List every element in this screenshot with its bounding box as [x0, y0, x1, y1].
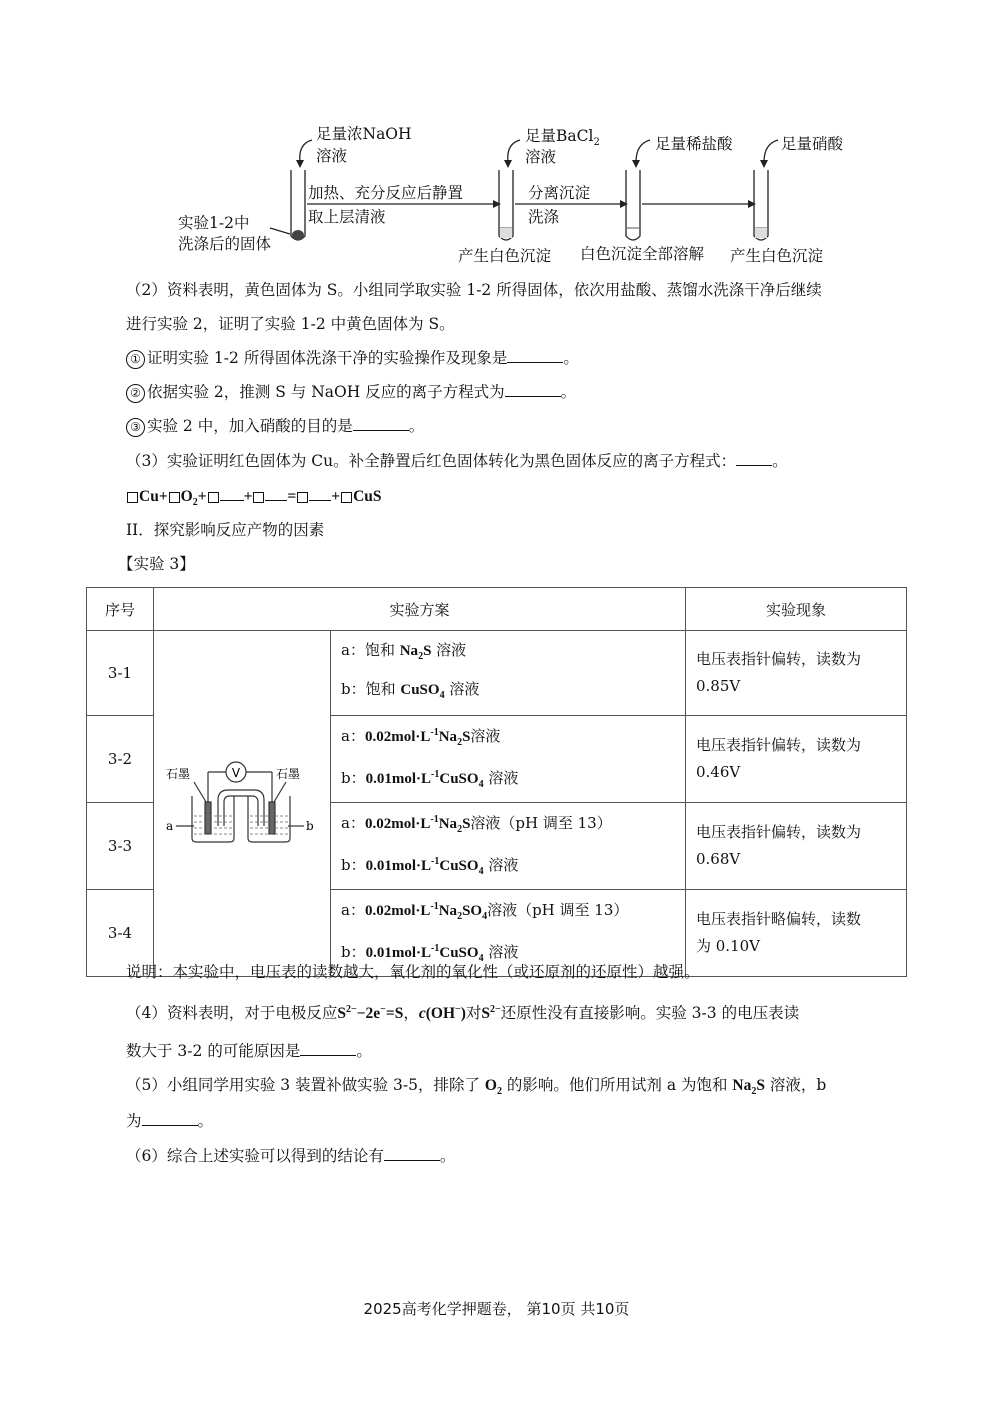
- section-title: II．探究影响反应产物的因素: [126, 521, 325, 539]
- solution-b: b：$0.01mol\cdot L^{-1}CuSO_4$ 溶液: [341, 769, 519, 790]
- q4-line1: （4）资料表明，对于电极反应$S^{2-}-2e^-=S$，c(OH−)对$S^{2-}$还原性没有直接影响。实验 3-3 的电压表读: [126, 1004, 800, 1023]
- q3-equation: $Cu+ O_2+$ + = + CuS: [126, 484, 382, 514]
- answer-blank[interactable]: [736, 449, 772, 466]
- flow-step2-line1: 分离沉淀: [528, 184, 591, 202]
- header-plan: 实验方案: [154, 588, 686, 631]
- q2-sub3-text: 实验 2 中，加入硝酸的目的是: [147, 417, 353, 435]
- answer-blank[interactable]: [505, 380, 561, 397]
- q2-sub1-text: 证明实验 1-2 所得固体洗涤干净的实验操作及现象是: [147, 349, 508, 367]
- electrode-left-label: 石墨: [166, 767, 191, 781]
- answer-blank[interactable]: [353, 414, 409, 431]
- flow-reagent2-line2: 溶液: [525, 148, 557, 166]
- flow-reagent4: 足量硝酸: [781, 135, 844, 153]
- q2-sub3: ③ 实验 2 中，加入硝酸的目的是 。: [126, 414, 424, 437]
- solution-a: a：饱和 $Na_2S$ 溶液: [341, 641, 467, 662]
- galvanic-apparatus: [154, 756, 328, 876]
- q2-sub2: ② 依据实验 2，推测 S 与 NaOH 反应的离子方程式为 。: [126, 380, 576, 403]
- q2-sub1: ① 证明实验 1-2 所得固体洗涤干净的实验操作及现象是 。: [126, 346, 579, 369]
- q2-line1: （2）资料表明，黄色固体为 S。小组同学取实验 1-2 所得固体，依次用盐酸、蒸馏水洗涤干净后继续: [126, 281, 822, 299]
- header-seq: 序号: [87, 588, 154, 631]
- solution-b: b：$0.01mol\cdot L^{-1}CuSO_4$ 溶液: [341, 856, 519, 877]
- row-id: 3-3: [87, 803, 154, 890]
- q5-line1: （5）小组同学用实验 3 装置补做实验 3-5，排除了 $O_2$ 的影响。他们所用试剂 a 为饱和 $Na_2S$ 溶液，b: [126, 1076, 827, 1098]
- q2-sub2-text: 依据实验 2，推测 S 与 NaOH 反应的离子方程式为: [147, 383, 505, 401]
- electrode-right-label: 石墨: [276, 767, 301, 781]
- q6-line: （6）综合上述实验可以得到的结论有 。: [126, 1144, 455, 1167]
- table-row: [87, 631, 907, 716]
- table-note: 说明：本实验中，电压表的读数越大，氧化剂的氧化性（或还原剂的还原性）越强。: [126, 963, 700, 981]
- flow-reagent2-line1: 足量BaCl$_2$: [525, 127, 600, 149]
- phenomenon-cell: 电压表指针偏转，读数为 0.46V: [686, 716, 907, 803]
- coefficient-box[interactable]: [253, 492, 264, 503]
- coefficient-box[interactable]: [341, 492, 352, 503]
- row-id: 3-4: [87, 890, 154, 977]
- circle-number-3: ③: [126, 418, 145, 437]
- q3-line1: （3）实验证明红色固体为 Cu。补全静置后红色固体转化为黑色固体反应的离子方程式： 。: [126, 449, 788, 472]
- coefficient-box[interactable]: [297, 492, 308, 503]
- q2-line2: 进行实验 2，证明了实验 1-2 中黄色固体为 S。: [126, 315, 455, 333]
- solution-b: b：$0.01mol\cdot L^{-1}CuSO_4$ 溶液: [341, 943, 519, 964]
- flow-step1-line2: 取上层清液: [308, 208, 386, 226]
- apparatus-cell: [154, 631, 331, 977]
- flow-reagent1-line1: 足量浓NaOH: [316, 125, 412, 143]
- answer-blank[interactable]: [384, 1144, 440, 1161]
- row-id: 3-1: [87, 631, 154, 716]
- plan-cell: [331, 803, 686, 890]
- row-id: 3-2: [87, 716, 154, 803]
- phenomenon-cell: 电压表指针偏转，读数为 0.68V: [686, 803, 907, 890]
- flow-result1: 产生白色沉淀: [458, 247, 552, 265]
- flow-reagent1-line2: 溶液: [316, 147, 348, 165]
- answer-blank[interactable]: [507, 346, 563, 363]
- header-phenomenon: 实验现象: [686, 588, 907, 631]
- circle-number-1: ①: [126, 350, 145, 369]
- flow-start-line1: 实验1-2中: [178, 214, 250, 232]
- answer-blank[interactable]: [309, 484, 331, 501]
- answer-blank[interactable]: [142, 1109, 198, 1126]
- answer-blank[interactable]: [300, 1039, 356, 1056]
- phenomenon-cell: 电压表指针偏转，读数为 0.85V: [686, 631, 907, 716]
- solution-a: a：$0.02mol\cdot L^{-1}Na_2S$溶液（pH 调至 13）: [341, 814, 612, 835]
- answer-blank[interactable]: [265, 484, 287, 501]
- circle-number-2: ②: [126, 384, 145, 403]
- coefficient-box[interactable]: [169, 492, 180, 503]
- answer-blank[interactable]: [220, 484, 244, 501]
- flow-start-line2: 洗涤后的固体: [178, 235, 272, 253]
- flow-reagent3: 足量稀盐酸: [655, 135, 733, 153]
- coefficient-box[interactable]: [127, 492, 138, 503]
- flow-step2-line2: 洗涤: [528, 208, 560, 226]
- q4-line2: 数大于 3-2 的可能原因是 。: [126, 1039, 372, 1062]
- plan-cell: [331, 716, 686, 803]
- test-tube-1: [291, 170, 305, 240]
- flow-result2: 白色沉淀全部溶解: [580, 245, 705, 263]
- voltmeter-label: V: [231, 766, 241, 780]
- solution-b-label: b: [306, 819, 314, 833]
- coefficient-box[interactable]: [208, 492, 219, 503]
- experiment-table: [86, 587, 907, 977]
- plan-cell: [331, 631, 686, 716]
- solution-a: a：$0.02mol\cdot L^{-1}Na_2S$溶液: [341, 727, 501, 748]
- test-tube-3: [626, 170, 640, 240]
- solution-a-label: a: [166, 819, 174, 833]
- page-footer: 2025高考化学押题卷， 第10页 共10页: [363, 1300, 630, 1318]
- phenomenon-cell: 电压表指针略偏转，读数 为 0.10V: [686, 890, 907, 977]
- flow-result3: 产生白色沉淀: [730, 247, 824, 265]
- experiment-label: 【实验 3】: [118, 555, 195, 573]
- q5-line2: 为 。: [126, 1109, 213, 1132]
- solution-b: b：饱和 CuSO$_4$ 溶液: [341, 680, 480, 701]
- flow-step1-line1: 加热、充分反应后静置: [308, 184, 464, 202]
- solution-a: a：$0.02mol\cdot L^{-1}Na_2SO_4$溶液（pH 调至 13）: [341, 901, 629, 922]
